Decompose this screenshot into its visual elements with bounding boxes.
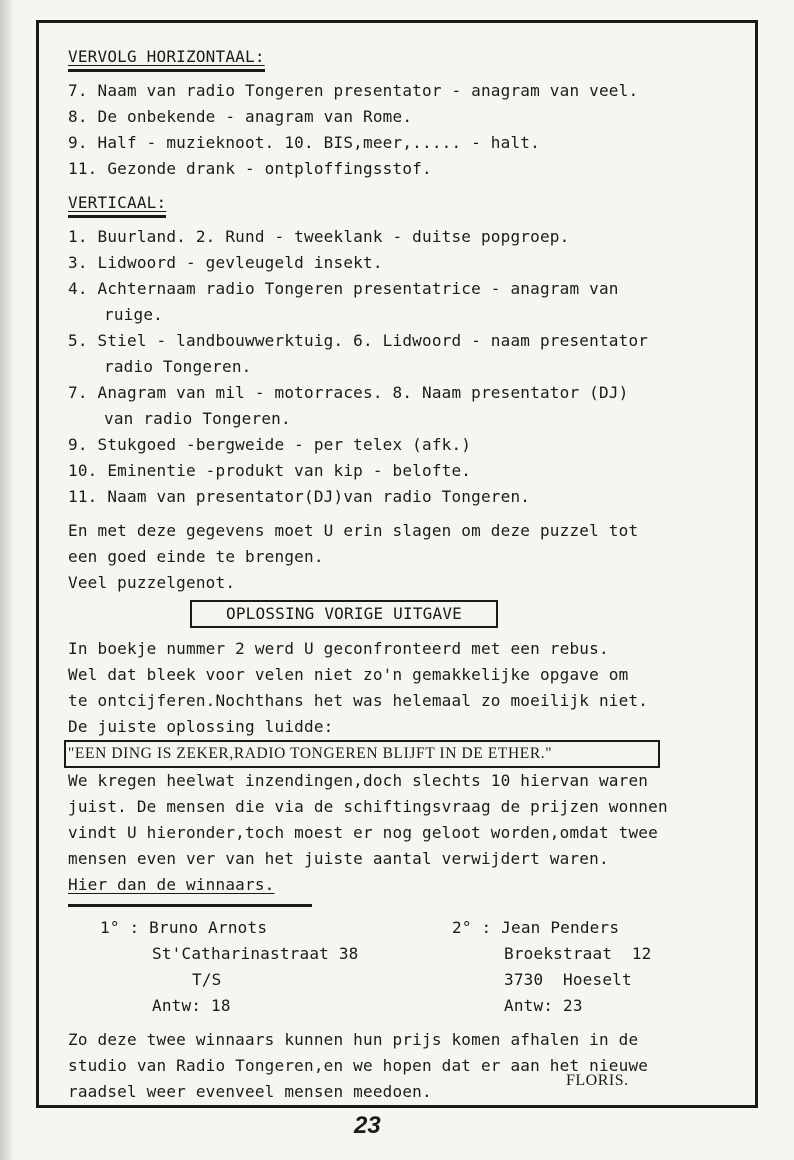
winner-street: Broekstraat 12 [504, 944, 652, 963]
final-paragraph [68, 1027, 748, 1105]
winners-heading: Hier dan de winnaars. [68, 875, 275, 894]
clue-line: radio Tongeren. [104, 357, 252, 376]
text-line: We kregen heelwat inzendingen,doch slechts 10 hiervan waren [68, 771, 649, 790]
clue-line: 9. Stukgoed -bergweide - per telex (afk.) [68, 435, 472, 454]
text-line: Veel puzzelgenot. [68, 573, 236, 592]
horizontal-section [68, 44, 748, 182]
text-line: juist. De mensen die via de schiftingsvraag de prijzen wonnen [68, 797, 668, 816]
clue-line: 3. Lidwoord - gevleugeld insekt. [68, 253, 383, 272]
winner-place: 1° : Bruno Arnots [100, 918, 268, 937]
clue-line: 5. Stiel - landbouwwerktuig. 6. Lidwoord - naam presentator [68, 331, 649, 350]
text-line: raadsel weer evenveel mensen meedoen. [68, 1082, 432, 1101]
text-line: vindt U hieronder,toch moest er nog geloot worden,omdat twee [68, 823, 658, 842]
clue-line: 11. Gezonde drank - ontploffingsstof. [68, 159, 432, 178]
vertical-heading: VERTICAAL: [68, 192, 166, 218]
clue-line: 10. Eminentie -produkt van kip - belofte. [68, 461, 472, 480]
clue-line: 8. De onbekende - anagram van Rome. [68, 107, 413, 126]
winner-city: T/S [192, 970, 222, 989]
text-line: studio van Radio Tongeren,en we hopen dat er aan het nieuwe [68, 1056, 649, 1075]
text-line: En met deze gegevens moet U erin slagen om deze puzzel tot [68, 521, 639, 540]
author-signature: FLORIS. [566, 1072, 629, 1089]
vertical-section [68, 190, 748, 510]
winner-street: St'Catharinastraat 38 [152, 944, 359, 963]
text-line: Wel dat bleek voor velen niet zo'n gemakkelijke opgave om [68, 665, 629, 684]
clue-line: 11. Naam van presentator(DJ)van radio Tongeren. [68, 487, 531, 506]
solution-title: OPLOSSING VORIGE UITGAVE [190, 600, 498, 628]
winners-list [68, 915, 748, 1027]
clue-line: 9. Half - muzieknoot. 10. BIS,meer,..... - halt. [68, 133, 540, 152]
text-line: te ontcijferen.Nochthans het was helemaal zo moeilijk niet. [68, 691, 649, 710]
horizontal-heading: VERVOLG HORIZONTAAL: [68, 46, 265, 72]
text-line: In boekje nummer 2 werd U geconfronteerd met een rebus. [68, 639, 609, 658]
page-number: 23 [354, 1112, 381, 1139]
winner-city: 3730 Hoeselt [504, 970, 632, 989]
clue-line: 7. Naam van radio Tongeren presentator - anagram van veel. [68, 81, 639, 100]
divider [68, 904, 312, 907]
text-line: Zo deze twee winnaars kunnen hun prijs komen afhalen in de [68, 1030, 639, 1049]
clue-line: 1. Buurland. 2. Rund - tweeklank - duitse popgroep. [68, 227, 570, 246]
text-line: De juiste oplossing luidde: [68, 717, 334, 736]
winner-second [452, 915, 652, 1019]
winner-answer: Antw: 23 [504, 996, 583, 1015]
winner-place: 2° : Jean Penders [452, 918, 620, 937]
winner-answer: Antw: 18 [152, 996, 231, 1015]
clue-line: 7. Anagram van mil - motorraces. 8. Naam presentator (DJ) [68, 383, 629, 402]
clue-line: 4. Achternaam radio Tongeren presentatrice - anagram van [68, 279, 619, 298]
clue-line: van radio Tongeren. [104, 409, 291, 428]
binding-shadow [0, 0, 14, 1160]
clue-line: ruige. [104, 305, 163, 324]
solution-section [68, 636, 748, 907]
text-line: een goed einde te brengen. [68, 547, 324, 566]
text-line: mensen even ver van het juiste aantal verwijdert waren. [68, 849, 609, 868]
page-content [68, 44, 748, 1105]
closing-paragraph [68, 518, 748, 596]
winner-first [100, 915, 359, 1019]
solution-answer: "EEN DING IS ZEKER,RADIO TONGEREN BLIJFT IN DE ETHER." [64, 740, 660, 768]
